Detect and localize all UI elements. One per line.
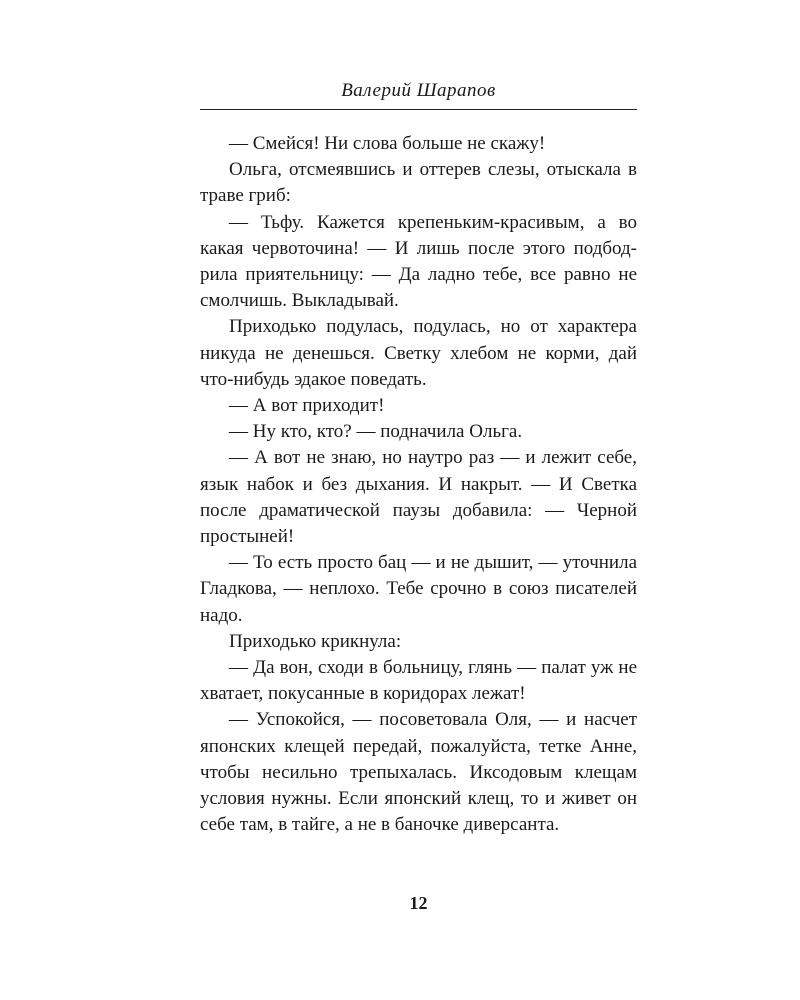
paragraph: — А вот приходит! xyxy=(229,395,385,417)
header-rule xyxy=(200,109,637,110)
paragraph: — Смейся! Ни слова больше не скажу! xyxy=(229,133,546,154)
paragraph: Приходько крикнула: xyxy=(229,630,402,652)
paragraph: — Да вон, сходи в больницу, глянь — палат уж не хватает, покусанные в коридорах лежат! xyxy=(200,657,637,705)
running-head: Валерий Шарапов xyxy=(341,80,496,101)
paragraph: — Успокойся, — посоветовала Оля, — и насчет японских клещей передай, пожалуйста, тетке Анне, чтобы несильно трепыхалась. Иксодовым клещам условия нужны. Если японский клещ, то и живет он себе там, в тайге, а не в баночке диверсанта. xyxy=(200,709,637,836)
paragraph: Приходько подулась, подулась, но от характера никуда не денешься. Светку хлебом не корми, дай что-нибудь эдакое поведать. xyxy=(200,316,637,390)
paragraph: Ольга, отсмеявшись и оттерев слезы, отыскала в траве гриб: xyxy=(200,159,637,207)
paragraph: — Ну кто, кто? — подначила Ольга. xyxy=(229,421,523,443)
paragraph: — То есть просто бац — и не дышит, — уточнила Гладкова, — неплохо. Тебе срочно в союз писателей надо. xyxy=(200,552,637,626)
body-text xyxy=(200,131,637,838)
paragraph: — Тьфу. Кажется крепеньким-красивым, а во какая червоточина! — И лишь после этого подбодрила приятельницу: — Да ладно тебе, все равно не смолчишь. Выкладывай. xyxy=(200,211,637,312)
page-number: 12 xyxy=(409,893,428,913)
paragraph: — А вот не знаю, но наутро раз — и лежит себе, язык набок и без дыхания. И накрыт. — И Светка после драматической паузы добавила: — Черной простыней! xyxy=(200,447,637,548)
